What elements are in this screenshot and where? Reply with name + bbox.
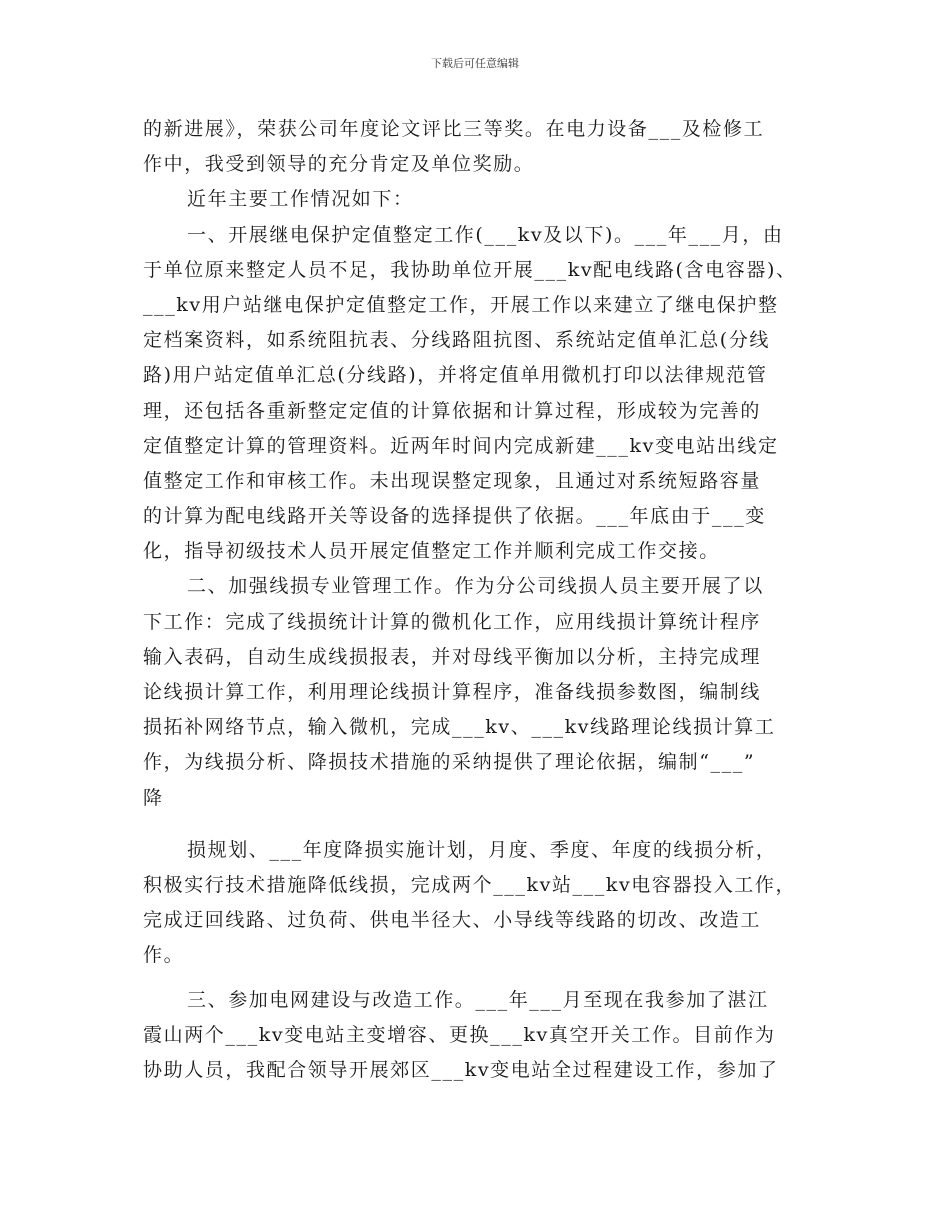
text-line: 降 [143, 786, 164, 809]
text-line: 输入表码，自动生成线损报表，并对母线平衡加以分析，主持完成理 [143, 645, 762, 668]
text-line: 一、开展继电保护定值整定工作(___kv及以下)。___年___月，由 [187, 223, 784, 246]
text-line: 化，指导初级技术人员开展定值整定工作并顺利完成工作交接。 [143, 540, 720, 563]
text-line: 定档案资料，如系统阻抗表、分线路阻抗图、系统站定值单汇总(分线 [143, 329, 771, 352]
text-line: 霞山两个___kv变电站主变增容、更换___kv真空开关工作。目前作为 [143, 1023, 776, 1046]
text-line: 论线损计算工作，利用理论线损计算程序，准备线损参数图，编制线 [143, 681, 762, 703]
text-line: 近年主要工作情况如下： [187, 188, 414, 211]
text-line: 三、参加电网建设与改造工作。___年___月至现在我参加了湛江 [187, 988, 769, 1011]
paragraph-gap [143, 816, 823, 833]
text-line: ___kv用户站继电保护定值整定工作，开展工作以来建立了继电保护整 [143, 293, 779, 316]
text-line: 作。 [143, 944, 185, 967]
text-line: 损拓补网络节点，输入微机，完成___kv、___kv线路理论线损计算工 [143, 716, 776, 739]
text-line: 积极实行技术措施降低线损，完成两个___kv站___kv电容器投入工作， [143, 873, 797, 896]
document-body [143, 112, 823, 1088]
page-header: 下载后可任意编辑 [431, 57, 519, 70]
text-line: 路)用户站定值单汇总(分线路)，并将定值单用微机打印以法律规范管 [143, 364, 768, 387]
text-line: 完成迂回线路、过负荷、供电半径大、小导线等线路的切改、改造工 [143, 909, 762, 932]
text-line: 下工作：完成了线损统计计算的微机化工作，应用线损计算统计程序 [143, 610, 762, 633]
text-line: 的计算为配电线路开关等设备的选择提供了依据。___年底由于___变 [143, 505, 766, 528]
paragraph-gap [143, 974, 823, 983]
text-line: 作中，我受到领导的充分肯定及单位奖励。 [143, 153, 535, 176]
text-line: 值整定工作和审核工作。未出现误整定现象，且通过对系统短路容量 [143, 469, 762, 492]
text-line: 于单位原来整定人员不足，我协助单位开展___kv配电线路(含电容器)、 [143, 258, 797, 281]
text-line: 的新进展》，荣获公司年度论文评比三等奖。在电力设备___及检修工 [143, 118, 765, 140]
text-line: 损规划、___年度降损实施计划，月度、季度、年度的线损分析， [187, 838, 777, 861]
text-line: 作，为线损分析、降损技术措施的采纳提供了理论依据，编制“___” [143, 751, 756, 774]
text-line: 理，还包括各重新整定定值的计算依据和计算过程，形成较为完善的 [143, 399, 762, 422]
text-line: 协助人员，我配合领导开展郊区___kv变电站全过程建设工作，参加了 [143, 1058, 779, 1081]
text-line: 定值整定计算的管理资料。近两年时间内完成新建___kv变电站出线定 [143, 434, 779, 457]
text-line: 二、加强线损专业管理工作。作为分公司线损人员主要开展了以 [187, 575, 764, 598]
